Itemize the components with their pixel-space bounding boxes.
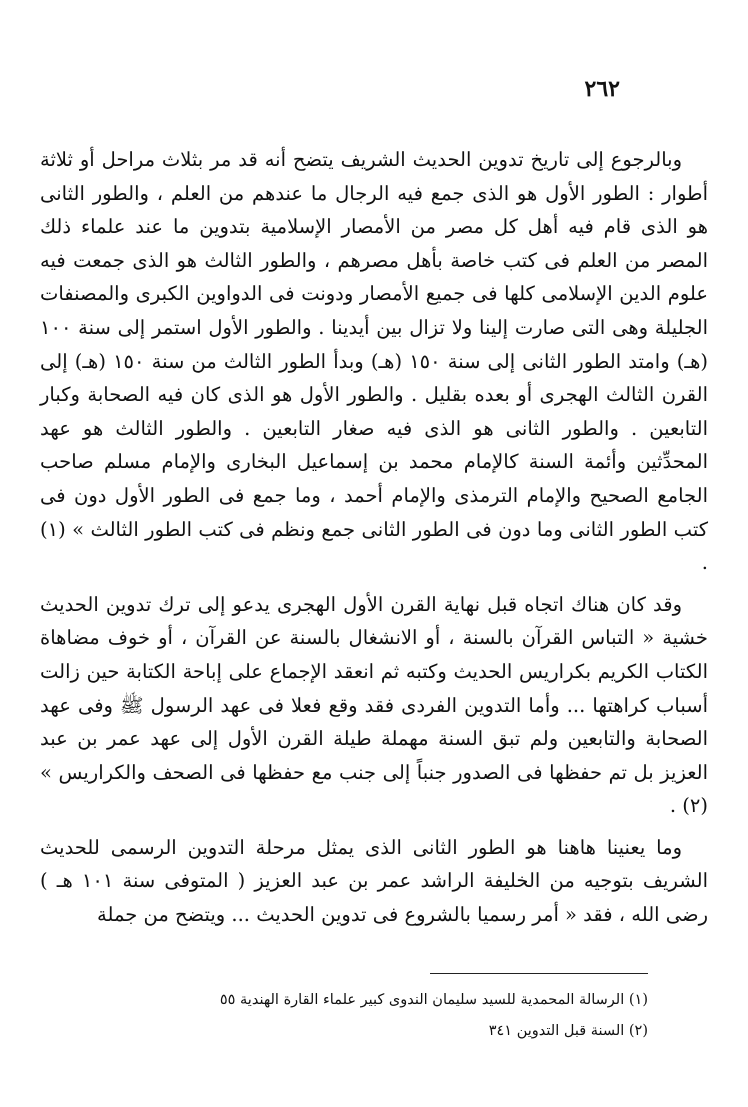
body-text — [40, 143, 708, 932]
footnote-divider — [430, 973, 648, 974]
footnote-1: (١) الرسالة المحمدية للسيد سليمان الندوى كبير علماء القارة الهندية ٥٥ — [219, 992, 648, 1008]
page-number: ٢٦٢ — [584, 76, 620, 102]
paragraph-3: وما يعنينا هاهنا هو الطور الثانى الذى يمثل مرحلة التدوين الرسمى للحديث الشريف بتوجيه من الخليفة الراشد عمر بن عبد العزيز ( المتوفى سنة ١٠١ هـ ) رضى الله ، فقد « أمر رسميا بالشروع فى تدوين الحديث ... ويتضح من جملة — [40, 835, 708, 927]
footnotes — [88, 985, 648, 1047]
paragraph-1: وبالرجوع إلى تاريخ تدوين الحديث الشريف يتضح أنه قد مر بثلاث مراحل أو ثلاثة أطوار : الطور الأول هو الذى جمع فيه الرجال ما عندهم من العلم ، والطور الثانى هو الذى قام فيه أهل كل مصر من الأمصار الإسلامية بتدوين ما عند علماء ذلك المصر من العلم فى كتب خاصة بأهل مصرهم ، والطور الثالث هو الذى جمعت فيه علوم الدين الإسلامى كلها فى جميع الأمصار ودونت فى الدواوين الكبرى والمصنفات الجليلة وهى التى صارت إلينا ولا تزال بين أيدينا . والطور الأول استمر إلى سنة ١٠٠ (هـ) وامتد الطور الثانى إلى سنة ١٥٠ (هـ) وبدأ الطور الثالث من سنة ١٥٠ (هـ) إلى القرن الثالث الهجرى أو بعده بقليل . والطور الأول هو الذى كان فيه الصحابة وكبار التابعين . والطور الثانى هو الذى فيه صغار التابعين . والطور الثالث هو عهد المحدِّثين وأئمة السنة كالإمام محمد بن إسماعيل البخارى والإمام مسلم صاحب الجامع الصحيح والإمام الترمذى والإمام أحمد ، وما جمع فى الطور الأول دون فى كتب الطور الثانى وما دون فى الطور الثانى جمع ونظم فى كتب الطور الثالث » (١) . — [40, 148, 708, 575]
paragraph-2: وقد كان هناك اتجاه قبل نهاية القرن الأول الهجرى يدعو إلى ترك تدوين الحديث خشية « التباس القرآن بالسنة ، أو الانشغال بالسنة عن القرآن ، أو خوف مضاهاة الكتاب الكريم بكراريس الحديث وكتبه ثم انعقد الإجماع على إباحة الكتابة حين زالت أسباب كراهتها ... وأما التدوين الفردى فقد وقع فعلا فى عهد الرسول ﷺ وفى عهد الصحابة والتابعين ولم تبق السنة مهملة طيلة القرن الأول إلى عهد عمر بن عبد العزيز بل تم حفظها فى الصدور جنباً إلى جنب مع حفظها فى الصحف والكراريس » (٢) . — [40, 592, 708, 818]
footnote-2: (٢) السنة قبل التدوين ٣٤١ — [488, 1023, 648, 1039]
